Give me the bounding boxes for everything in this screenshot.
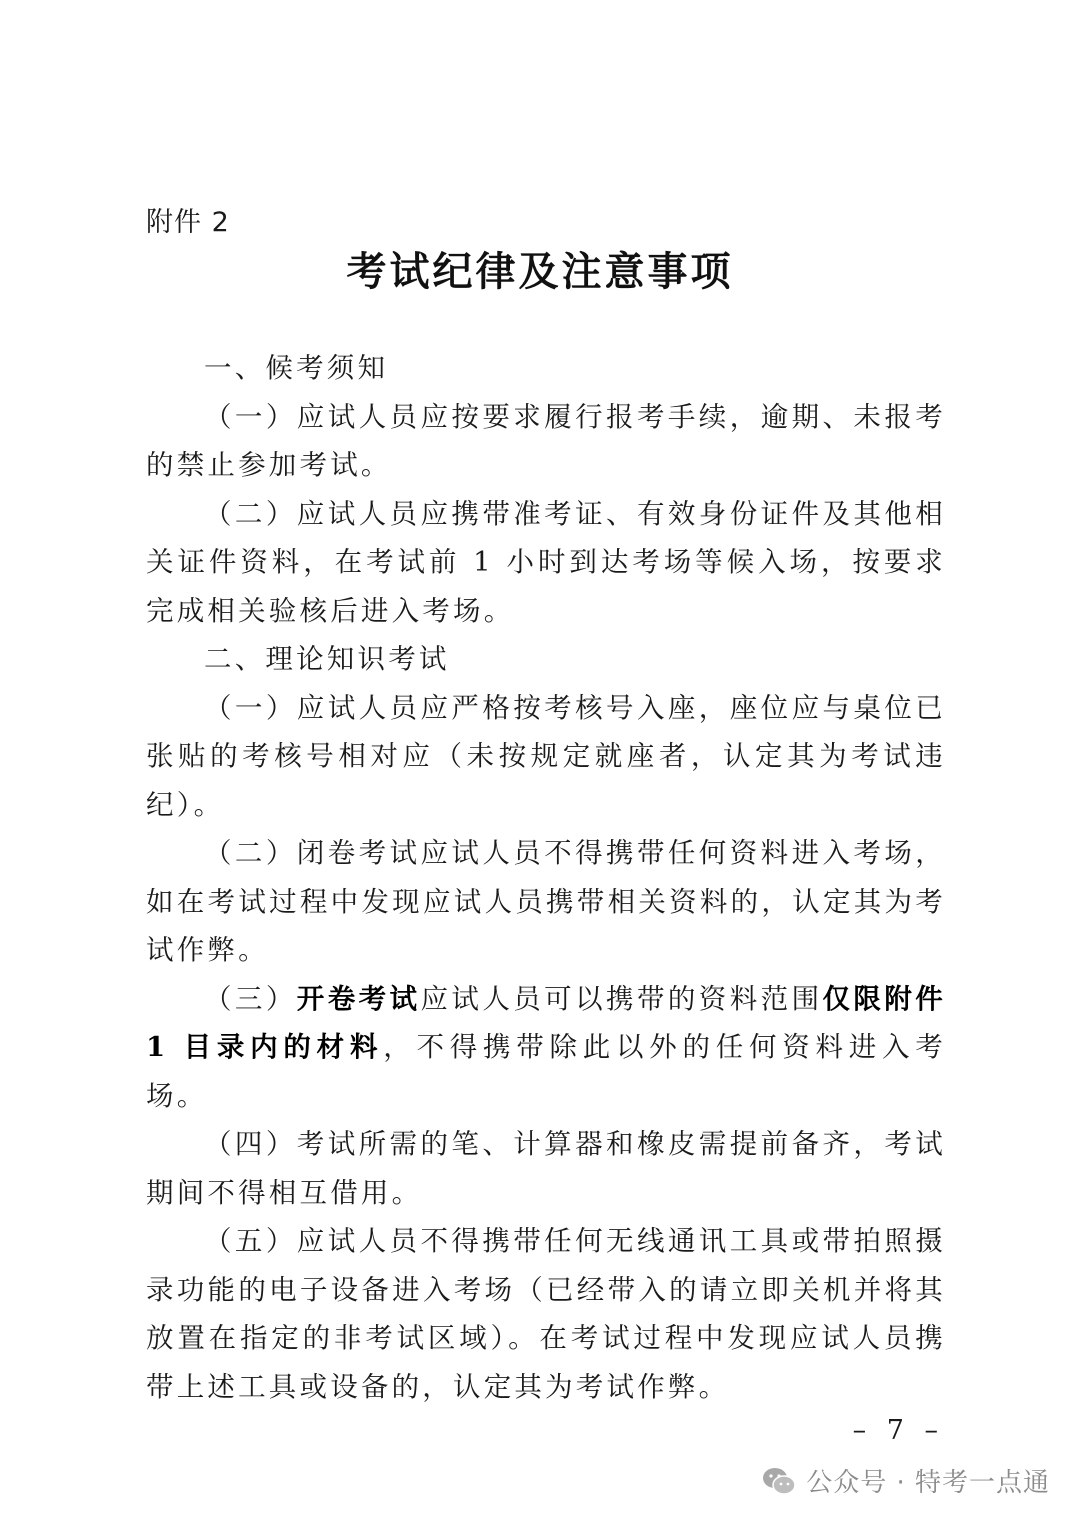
watermark <box>762 1462 1050 1499</box>
paragraph: （一）应试人员应严格按考核号入座，座位应与桌位已张贴的考核号相对应（未按规定就座者，认定其为考试违纪）。 <box>146 691 946 821</box>
paragraph: （二）应试人员应携带准考证、有效身份证件及其他相关证件资料，在考试前 1 小时到达考场等候入场，按要求完成相关验核后进入考场。 <box>146 497 946 627</box>
paragraph-text: 应试人员可以携带的资料范围 <box>420 982 823 1015</box>
watermark-text: 公众号 · 特考一点通 <box>806 1468 1050 1498</box>
paragraph <box>146 975 946 1121</box>
bold-text: 开卷考试 <box>296 982 421 1015</box>
paragraph-prefix: （三） <box>204 982 297 1015</box>
document-title: 考试纪律及注意事项 <box>346 248 734 295</box>
bold-text: 仅限附件 1 目录内的材料 <box>146 982 946 1063</box>
paragraph-text: ，不得携带除此以外的任何资料进入考场。 <box>146 1031 946 1112</box>
paragraph: （四）考试所需的笔、计算器和橡皮需提前备齐，考试期间不得相互借用。 <box>146 1128 946 1209</box>
page-number: – 7 – <box>852 1415 944 1446</box>
paragraph: （一）应试人员应按要求履行报考手续，逾期、未报考的禁止参加考试。 <box>146 400 946 481</box>
paragraph: （五）应试人员不得携带任何无线通讯工具或带拍照摄录功能的电子设备进入考场（已经带入的请立即关机并将其放置在指定的非考试区域）。在考试过程中发现应试人员携带上述工具或设备的，认定其为考试作弊。 <box>146 1225 946 1403</box>
section-heading: 二、理论知识考试 <box>204 643 450 675</box>
attachment-label: 附件 2 <box>146 207 230 238</box>
wechat-icon <box>762 1466 796 1496</box>
paragraph: （二）闭卷考试应试人员不得携带任何资料进入考场，如在考试过程中发现应试人员携带相关资料的，认定其为考试作弊。 <box>146 837 946 966</box>
section-heading: 一、候考须知 <box>204 352 389 384</box>
document-body <box>146 344 946 1411</box>
